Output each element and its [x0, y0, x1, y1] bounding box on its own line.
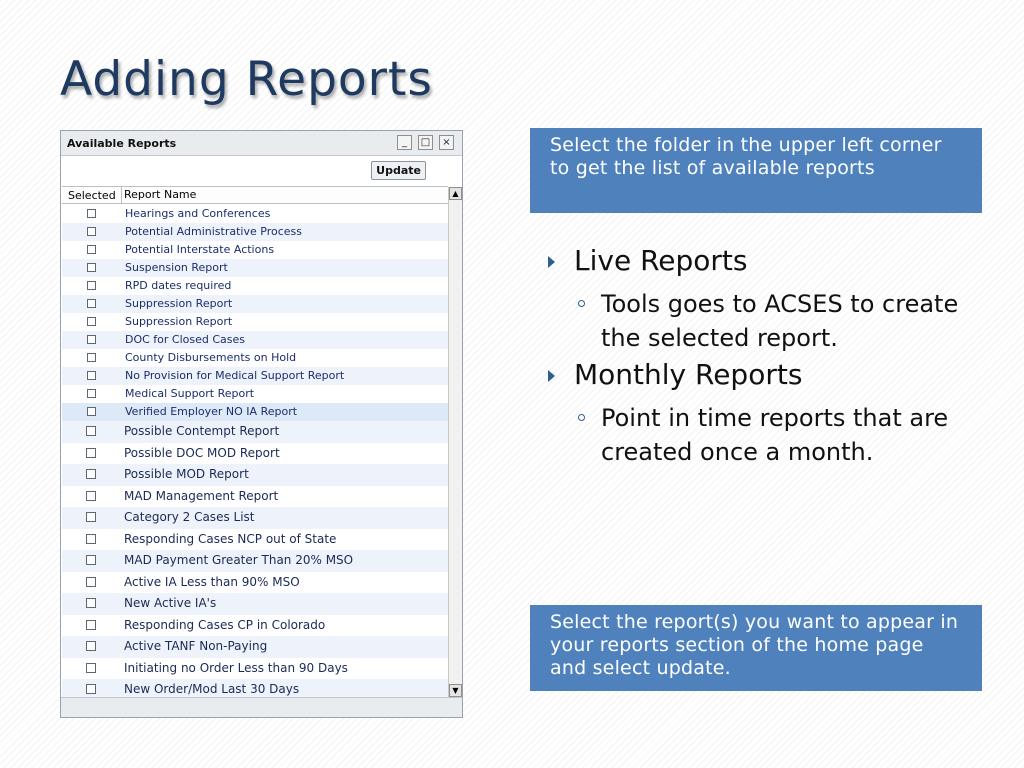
bullet-group — [548, 357, 998, 469]
report-checkbox[interactable] — [87, 407, 96, 416]
window-controls — [397, 135, 454, 150]
column-header-report-name[interactable]: Report Name — [124, 188, 197, 201]
report-checkbox[interactable] — [86, 426, 96, 436]
report-checkbox[interactable] — [87, 227, 96, 236]
report-row[interactable] — [62, 367, 448, 385]
report-checkbox[interactable] — [87, 353, 96, 362]
report-row[interactable] — [62, 349, 448, 367]
report-name: Responding Cases CP in Colorado — [124, 617, 326, 632]
minimize-button[interactable]: _ — [397, 135, 412, 150]
report-checkbox[interactable] — [86, 491, 96, 501]
report-checkbox[interactable] — [86, 598, 96, 608]
report-row[interactable] — [62, 529, 448, 551]
report-row[interactable] — [62, 241, 448, 259]
report-row[interactable] — [62, 658, 448, 680]
sub-bullet-text: Tools goes to ACSES to create the selected report. — [601, 290, 959, 352]
report-checkbox[interactable] — [87, 389, 96, 398]
report-row[interactable] — [62, 443, 448, 465]
panel-header — [61, 131, 462, 156]
report-row[interactable] — [62, 615, 448, 637]
report-row[interactable] — [62, 223, 448, 241]
maximize-button[interactable]: □ — [418, 135, 433, 150]
report-name: Category 2 Cases List — [124, 510, 255, 524]
update-button[interactable]: Update — [371, 161, 426, 180]
panel-title: Available Reports — [67, 137, 177, 150]
report-name: Possible Contempt Report — [124, 424, 280, 438]
report-list — [62, 205, 448, 701]
triangle-bullet-icon — [548, 370, 555, 382]
bullet-text: Live Reports — [574, 244, 748, 277]
report-name: Suppression Report — [125, 297, 233, 310]
report-checkbox[interactable] — [87, 263, 96, 272]
report-row[interactable] — [62, 464, 448, 486]
report-name: New Order/Mod Last 30 Days — [124, 682, 300, 696]
scroll-up-arrow-icon[interactable]: ▲ — [449, 187, 462, 200]
report-checkbox[interactable] — [86, 469, 96, 479]
report-name: Suppression Report — [125, 315, 233, 328]
report-name: MAD Management Report — [124, 488, 279, 503]
report-row[interactable] — [62, 421, 448, 443]
report-row[interactable] — [62, 507, 448, 529]
report-checkbox[interactable] — [87, 209, 96, 218]
report-checkbox[interactable] — [86, 448, 96, 458]
report-row[interactable] — [62, 205, 448, 223]
report-name: No Provision for Medical Support Report — [125, 369, 345, 382]
slide-title: Adding Reports — [60, 52, 433, 107]
report-name: Medical Support Report — [125, 387, 255, 400]
report-name: County Disbursements on Hold — [125, 351, 297, 364]
report-checkbox[interactable] — [86, 641, 96, 651]
report-checkbox[interactable] — [87, 281, 96, 290]
sub-bullet-item — [548, 287, 998, 355]
available-reports-panel — [60, 130, 463, 718]
scroll-down-arrow-icon[interactable]: ▼ — [449, 684, 462, 697]
report-name: Hearings and Conferences — [125, 207, 271, 220]
report-checkbox[interactable] — [86, 512, 96, 522]
callout-select-update: Select the report(s) you want to appear in your reports section of the home page and select update. — [530, 605, 982, 691]
report-checkbox[interactable] — [86, 620, 96, 630]
report-name: Responding Cases NCP out of State — [124, 531, 337, 546]
report-name: Active TANF Non-Paying — [124, 639, 268, 653]
triangle-bullet-icon — [548, 256, 555, 268]
report-row[interactable] — [62, 295, 448, 313]
report-checkbox[interactable] — [86, 577, 96, 587]
report-row[interactable] — [62, 593, 448, 615]
panel-footer — [61, 697, 462, 717]
bullet-group — [548, 243, 998, 355]
sub-bullet-text: Point in time reports that are created once a month. — [601, 404, 949, 466]
circle-bullet-icon — [578, 414, 585, 421]
report-checkbox[interactable] — [87, 245, 96, 254]
report-name: Potential Administrative Process — [125, 225, 302, 238]
report-checkbox[interactable] — [86, 534, 96, 544]
bullet-list — [548, 243, 998, 475]
report-name: RPD dates required — [125, 279, 232, 292]
report-row[interactable] — [62, 385, 448, 403]
report-row[interactable] — [62, 277, 448, 295]
report-name: Possible DOC MOD Report — [124, 445, 280, 460]
report-row[interactable] — [62, 636, 448, 658]
close-button[interactable]: × — [439, 135, 454, 150]
report-checkbox[interactable] — [86, 663, 96, 673]
report-row[interactable] — [62, 486, 448, 508]
report-row-highlighted[interactable] — [62, 403, 448, 421]
report-name: Suspension Report — [125, 261, 228, 274]
column-header-selected[interactable]: Selected — [62, 187, 122, 203]
report-name: MAD Payment Greater Than 20% MSO — [124, 553, 354, 567]
panel-toolbar — [61, 156, 462, 182]
report-checkbox[interactable] — [87, 335, 96, 344]
bullet-text: Monthly Reports — [574, 358, 803, 391]
bullet-item — [548, 243, 998, 279]
circle-bullet-icon — [578, 300, 585, 307]
report-name: Potential Interstate Actions — [125, 243, 275, 256]
sub-bullet-item — [548, 401, 998, 469]
report-row[interactable] — [62, 313, 448, 331]
grid-header — [62, 186, 448, 204]
report-name: Possible MOD Report — [124, 467, 249, 481]
report-name: Verified Employer NO IA Report — [125, 405, 298, 418]
report-checkbox[interactable] — [87, 371, 96, 380]
report-name: Active IA Less than 90% MSO — [124, 574, 300, 589]
bullet-item — [548, 357, 998, 393]
report-checkbox[interactable] — [86, 555, 96, 565]
report-checkbox[interactable] — [87, 299, 96, 308]
report-checkbox[interactable] — [87, 317, 96, 326]
report-row[interactable] — [62, 259, 448, 277]
report-row[interactable] — [62, 550, 448, 572]
report-row[interactable] — [62, 572, 448, 594]
report-name: Initiating no Order Less than 90 Days — [124, 660, 348, 675]
report-name: New Active IA's — [124, 596, 217, 610]
vertical-scrollbar[interactable] — [448, 187, 462, 697]
callout-select-folder: Select the folder in the upper left corner to get the list of available reports — [530, 128, 982, 213]
report-name: DOC for Closed Cases — [125, 333, 246, 346]
report-row[interactable] — [62, 331, 448, 349]
report-checkbox[interactable] — [86, 684, 96, 694]
